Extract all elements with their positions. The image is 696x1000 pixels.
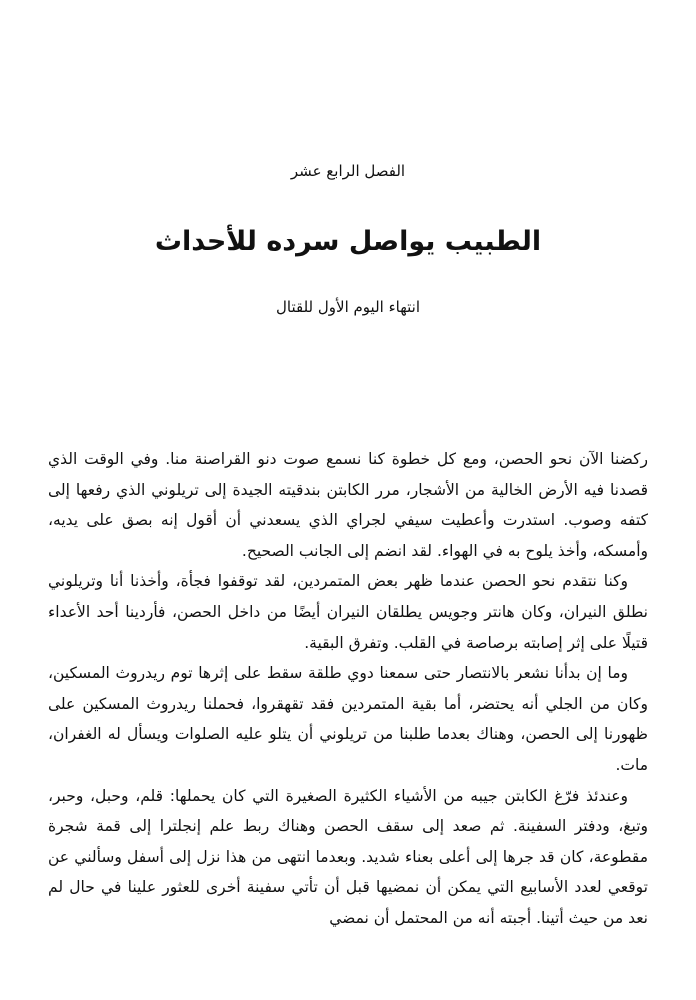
body-text (48, 444, 648, 934)
paragraph-2: وكنا نتقدم نحو الحصن عندما ظهر بعض المتمردين، لقد توقفوا فجأة، وأخذنا أنا وتريلوني نطلق النيران، وكان هانتر وجويس يطلقان النيران أيضًا من داخل الحصن، فأردينا أحد الأعداء قتيلًا على إثر إصابته برصاصة في القلب. وتفرق البقية. (48, 572, 648, 652)
chapter-number: الفصل الرابع عشر (290, 162, 406, 180)
paragraph-1: ركضنا الآن نحو الحصن، ومع كل خطوة كنا نسمع صوت دنو القراصنة منا. وفي الوقت الذي قصدنا فيه الأرض الخالية من الأشجار، مرر الكابتن بندقيته الجيدة إلى تريلوني الذي رفعها إلى كتفه وصوب. استدرت وأعطيت سيفي لجراي الذي يسعدني أن أقول إنه بصق على يديه، وأمسكه، وأخذ يلوح به في الهواء. لقد انضم إلى الجانب الصحيح. (48, 450, 648, 560)
chapter-title: الطبيب يواصل سرده للأحداث (154, 226, 542, 257)
paragraph-3: وما إن بدأنا نشعر بالانتصار حتى سمعنا دوي طلقة سقط على إثرها توم ريدروث المسكين، وكان من الجلي أنه يحتضر، أما بقية المتمردين فقد تقهقروا، فحملنا ريدروث المسكين على ظهورنا إلى الحصن، وهناك بعدما طلبنا من تريلوني أن يتلو عليه الصلوات ويسأل له الغفران، مات. (48, 664, 648, 774)
paragraph-4: وعندئذ فرّغ الكابتن جيبه من الأشياء الكثيرة الصغيرة التي كان يحملها: قلم، وحبل، وحبر، وتبغ، ودفتر السفينة. ثم صعد إلى سقف الحصن وهناك ربط علم إنجلترا إلى قمة شجرة مقطوعة، كان قد جرها إلى أعلى بعناء شديد. وبعدما انتهى من هذا نزل إلى أسفل وسألني عن توقعي لعدد الأسابيع التي يمكن أن نمضيها قبل أن تأتي سفينة أخرى للعثور علينا في حال لم نعد من حيث أتينا. أجبته أنه من المحتمل أن نمضي (48, 786, 648, 927)
chapter-subtitle: انتهاء اليوم الأول للقتال (276, 298, 420, 316)
